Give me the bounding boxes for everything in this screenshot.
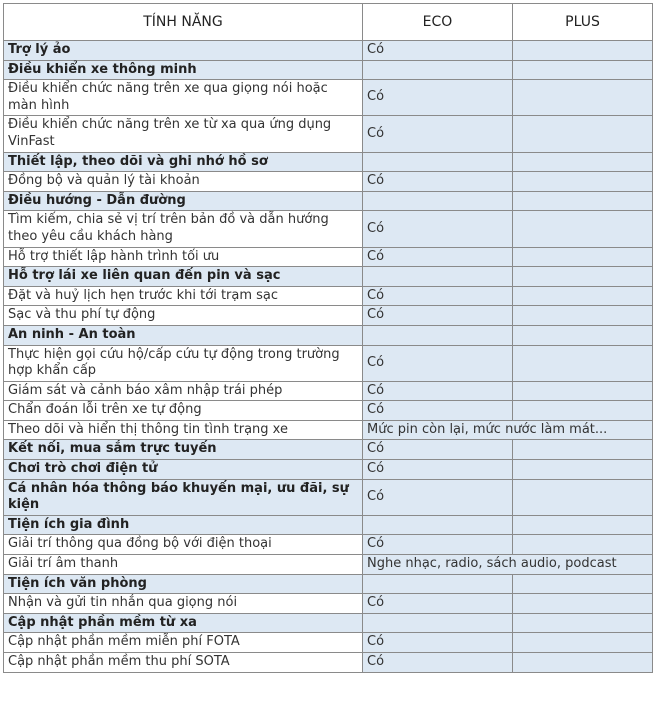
feature-name: Giám sát và cảnh báo xâm nhập trái phép — [4, 381, 363, 401]
feature-comparison-table — [3, 3, 653, 673]
eco-value-cell: Có — [363, 535, 513, 555]
section-title: Điều khiển xe thông minh — [4, 60, 363, 80]
section-title: Điều hướng - Dẫn đường — [4, 191, 363, 211]
section-title: Tiện ích văn phòng — [4, 574, 363, 594]
plus-value-cell — [513, 633, 653, 653]
feature-name: Sạc và thu phí tự động — [4, 306, 363, 326]
eco-value-cell — [363, 191, 513, 211]
feature-name: Đồng bộ và quản lý tài khoản — [4, 172, 363, 192]
plus-value-cell — [513, 60, 653, 80]
feature-name: Giải trí âm thanh — [4, 555, 363, 575]
eco-value-cell — [363, 60, 513, 80]
header-row — [4, 4, 653, 41]
eco-value-cell: Có — [363, 116, 513, 152]
plus-value-cell — [513, 515, 653, 535]
feature-row — [4, 401, 653, 421]
feature-row — [4, 633, 653, 653]
feature-row — [4, 535, 653, 555]
section-row — [4, 41, 653, 61]
plus-value-cell — [513, 653, 653, 673]
plus-value-cell — [513, 574, 653, 594]
feature-row — [4, 555, 653, 575]
table-header — [4, 4, 653, 41]
eco-value-cell: Có — [363, 80, 513, 116]
eco-value-cell: Có — [363, 653, 513, 673]
section-row — [4, 613, 653, 633]
table-body — [4, 41, 653, 673]
eco-value-cell: Có — [363, 247, 513, 267]
eco-value-cell — [363, 574, 513, 594]
plus-value-cell — [513, 116, 653, 152]
feature-row — [4, 420, 653, 440]
plus-value-cell — [513, 535, 653, 555]
eco-value-cell: Có — [363, 345, 513, 381]
section-row — [4, 267, 653, 287]
plus-value-cell — [513, 594, 653, 614]
feature-name: Chẩn đoán lỗi trên xe tự động — [4, 401, 363, 421]
feature-name: Theo dõi và hiển thị thông tin tình trạng xe — [4, 420, 363, 440]
shared-value-cell: Mức pin còn lại, mức nước làm mát... — [363, 420, 653, 440]
feature-row — [4, 381, 653, 401]
eco-value-cell — [363, 613, 513, 633]
eco-value-cell: Có — [363, 479, 513, 515]
section-row — [4, 460, 653, 480]
section-title: Tiện ích gia đình — [4, 515, 363, 535]
section-row — [4, 515, 653, 535]
eco-value-cell: Có — [363, 172, 513, 192]
section-row — [4, 325, 653, 345]
eco-value-cell: Có — [363, 306, 513, 326]
plus-value-cell — [513, 306, 653, 326]
section-row — [4, 440, 653, 460]
section-title: Cập nhật phần mềm từ xa — [4, 613, 363, 633]
plus-value-cell — [513, 401, 653, 421]
plus-value-cell — [513, 325, 653, 345]
section-title: An ninh - An toàn — [4, 325, 363, 345]
section-title: Hỗ trợ lái xe liên quan đến pin và sạc — [4, 267, 363, 287]
feature-row — [4, 116, 653, 152]
feature-name: Hỗ trợ thiết lập hành trình tối ưu — [4, 247, 363, 267]
section-title: Trợ lý ảo — [4, 41, 363, 61]
section-title: Cá nhân hóa thông báo khuyến mại, ưu đãi, sự kiện — [4, 479, 363, 515]
feature-row — [4, 247, 653, 267]
plus-value-cell — [513, 613, 653, 633]
feature-name: Điều khiển chức năng trên xe qua giọng nói hoặc màn hình — [4, 80, 363, 116]
feature-name: Tìm kiếm, chia sẻ vị trí trên bản đồ và dẫn hướng theo yêu cầu khách hàng — [4, 211, 363, 247]
feature-row — [4, 211, 653, 247]
eco-value-cell: Có — [363, 286, 513, 306]
section-row — [4, 60, 653, 80]
eco-value-cell: Có — [363, 594, 513, 614]
feature-row — [4, 594, 653, 614]
feature-name: Điều khiển chức năng trên xe từ xa qua ứng dụng VinFast — [4, 116, 363, 152]
feature-row — [4, 345, 653, 381]
eco-value-cell — [363, 325, 513, 345]
plus-value-cell — [513, 172, 653, 192]
plus-value-cell — [513, 440, 653, 460]
plus-value-cell — [513, 191, 653, 211]
eco-value-cell: Có — [363, 381, 513, 401]
feature-name: Thực hiện gọi cứu hộ/cấp cứu tự động trong trường hợp khẩn cấp — [4, 345, 363, 381]
feature-name: Giải trí thông qua đồng bộ với điện thoại — [4, 535, 363, 555]
section-title: Chơi trò chơi điện tử — [4, 460, 363, 480]
feature-name: Nhận và gửi tin nhắn qua giọng nói — [4, 594, 363, 614]
feature-row — [4, 306, 653, 326]
eco-value-cell — [363, 267, 513, 287]
section-row — [4, 479, 653, 515]
section-row — [4, 574, 653, 594]
feature-row — [4, 286, 653, 306]
feature-row — [4, 80, 653, 116]
plus-value-cell — [513, 381, 653, 401]
feature-row — [4, 653, 653, 673]
eco-value-cell: Có — [363, 633, 513, 653]
plus-value-cell — [513, 460, 653, 480]
plus-value-cell — [513, 286, 653, 306]
header-feature: TÍNH NĂNG — [4, 4, 363, 41]
eco-value-cell — [363, 152, 513, 172]
feature-name: Cập nhật phần mềm miễn phí FOTA — [4, 633, 363, 653]
plus-value-cell — [513, 345, 653, 381]
eco-value-cell: Có — [363, 41, 513, 61]
plus-value-cell — [513, 41, 653, 61]
eco-value-cell: Có — [363, 401, 513, 421]
eco-value-cell: Có — [363, 460, 513, 480]
plus-value-cell — [513, 247, 653, 267]
shared-value-cell: Nghe nhạc, radio, sách audio, podcast — [363, 555, 653, 575]
section-title: Thiết lập, theo dõi và ghi nhớ hồ sơ — [4, 152, 363, 172]
feature-table-container — [3, 3, 653, 673]
feature-name: Cập nhật phần mềm thu phí SOTA — [4, 653, 363, 673]
eco-value-cell — [363, 515, 513, 535]
plus-value-cell — [513, 152, 653, 172]
feature-row — [4, 172, 653, 192]
eco-value-cell: Có — [363, 440, 513, 460]
header-plus: PLUS — [513, 4, 653, 41]
plus-value-cell — [513, 80, 653, 116]
eco-value-cell: Có — [363, 211, 513, 247]
feature-name: Đặt và huỷ lịch hẹn trước khi tới trạm sạc — [4, 286, 363, 306]
section-row — [4, 191, 653, 211]
plus-value-cell — [513, 479, 653, 515]
section-row — [4, 152, 653, 172]
plus-value-cell — [513, 211, 653, 247]
section-title: Kết nối, mua sắm trực tuyến — [4, 440, 363, 460]
header-eco: ECO — [363, 4, 513, 41]
plus-value-cell — [513, 267, 653, 287]
